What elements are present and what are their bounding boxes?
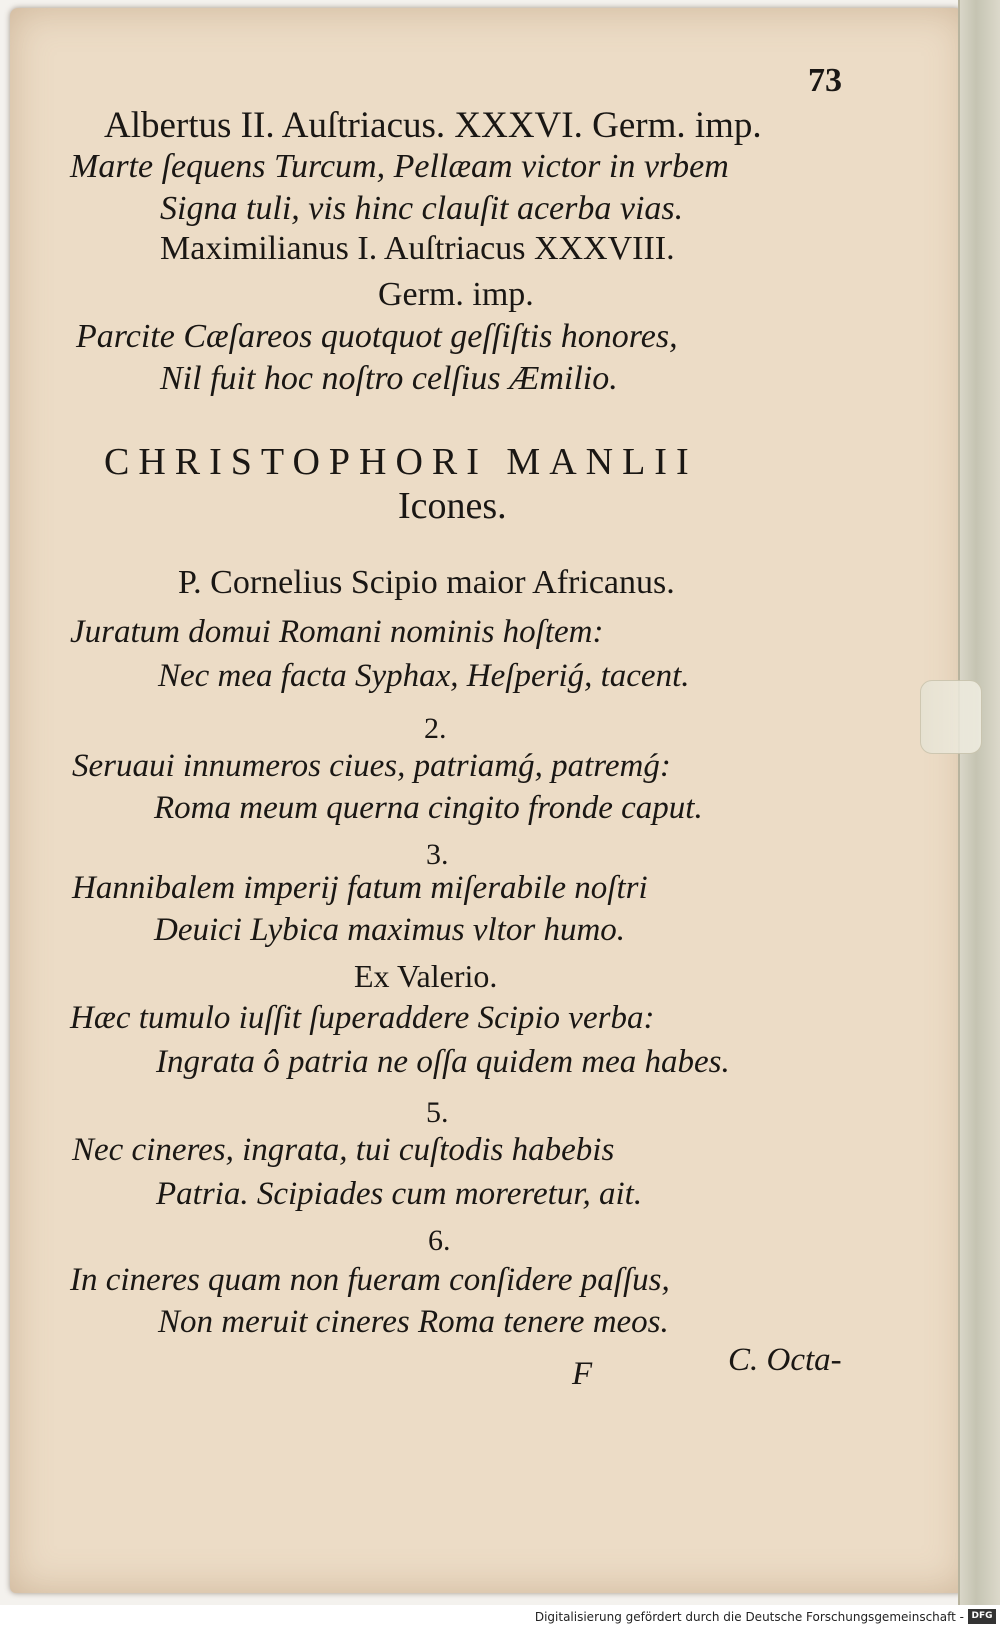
footer-bar [0,1605,1000,1630]
epigram-number: 5. [426,1096,449,1129]
verse-line: In cineres quam non fueram conſidere paſſus, [70,1262,670,1298]
verse-line: Hæc tumulo iuſſit ſuperaddere Scipio verba: [70,1000,655,1036]
verse-line: Non meruit cineres Roma tenere meos. [158,1304,669,1340]
verse-line: Signa tuli, vis hinc clauſit acerba vias. [160,190,684,227]
verse-line: Marte ſequens Turcum, Pellæam victor in vrbem [70,148,729,185]
epigram-number: 2. [424,712,447,745]
page-number: 73 [808,62,842,99]
verse-line: Nec cineres, ingrata, tui cuſtodis habebis [72,1132,615,1168]
verse-line: Roma meum querna cingito fronde caput. [154,790,703,826]
verse-line: Ingrata ô patria ne oſſa quidem mea habes. [156,1044,730,1080]
heading-scipio: P. Cornelius Scipio maior Africanus. [178,564,675,601]
catchword: C. Octa- [728,1342,842,1378]
signature-mark: F [572,1356,593,1392]
verse-line: Deuici Lybica maximus vltor humo. [154,912,626,948]
page-clip [920,680,982,754]
dfg-logo: DFG [968,1609,996,1624]
heading-maximilianus-cont: Germ. imp. [378,276,534,313]
heading-ex-valerio: Ex Valerio. [354,958,498,994]
heading-albertus: Albertus II. Auſtriacus. XXXVI. Germ. imp. [104,105,762,146]
book-spine [958,0,1000,1605]
section-subtitle: Icones. [398,485,507,527]
verse-line: Nec mea facta Syphax, Heſperiǵ, tacent. [158,658,690,694]
verse-line: Patria. Scipiades cum moreretur, ait. [156,1176,643,1212]
footer-credit: Digitalisierung gefördert durch die Deutsche Forschungsgemeinschaft - [534,1610,964,1624]
verse-line: Juratum domui Romani nominis hoſtem: [70,614,604,650]
verse-line: Hannibalem imperij fatum miſerabile noſtri [72,870,648,906]
section-title: CHRISTOPHORI MANLII [104,441,698,483]
verse-line: Seruaui innumeros ciues, patriamǵ, patremǵ: [72,748,671,784]
heading-maximilianus: Maximilianus I. Auſtriacus XXXVIII. [160,230,675,267]
verse-line: Parcite Cæſareos quotquot geſſiſtis honores, [76,318,678,355]
epigram-number: 6. [428,1224,451,1257]
verse-line: Nil fuit hoc noſtro celſius Æmilio. [160,360,618,397]
epigram-number: 3. [426,838,449,871]
